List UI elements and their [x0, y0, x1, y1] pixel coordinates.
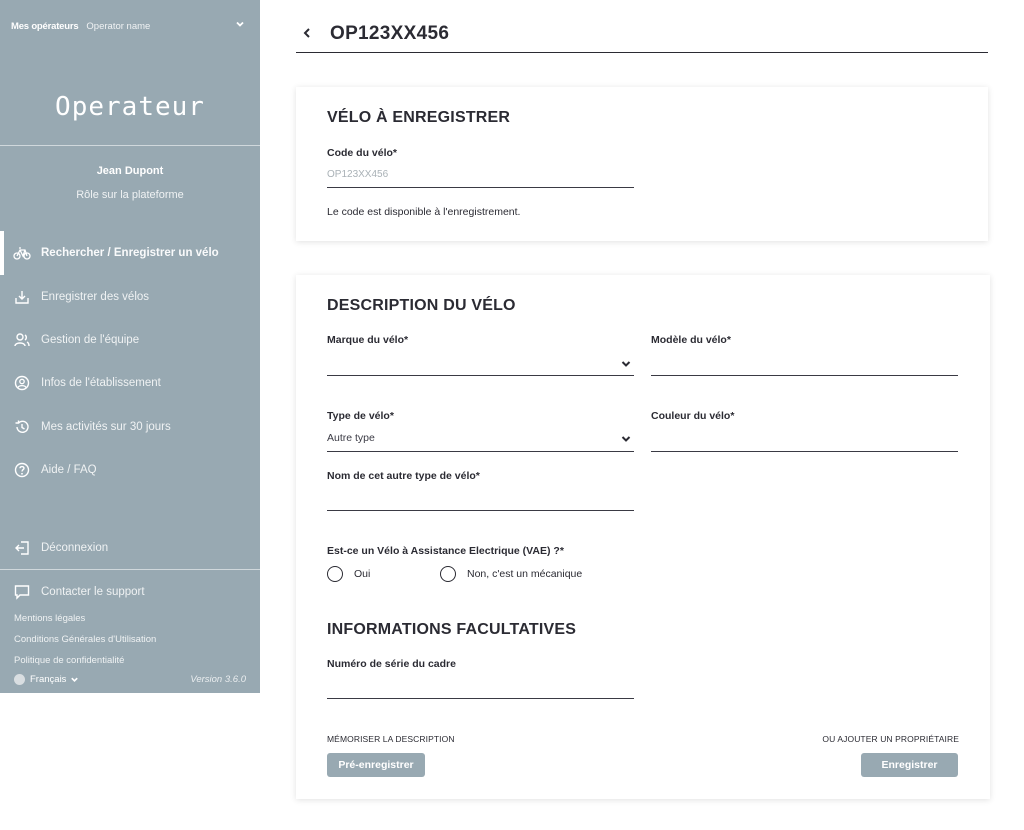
vae-question: Est-ce un Vélo à Assistance Electrique (VAE) ?*: [327, 545, 564, 557]
preregister-button[interactable]: Pré-enregistrer: [327, 753, 425, 777]
user-name: Jean Dupont: [96, 165, 164, 177]
help-icon: [13, 461, 31, 479]
vae-no-radio[interactable]: [440, 566, 456, 582]
support-label: Contacter le support: [41, 586, 145, 598]
nav-label: Infos de l'établissement: [41, 377, 161, 389]
serial-underline: [327, 698, 634, 699]
chevron-down-icon: [620, 432, 632, 444]
type-label: Type de vélo*: [327, 410, 394, 422]
language-label: Français: [30, 674, 67, 685]
bike-description-card: [296, 275, 990, 799]
page-title: OP123XX456: [330, 23, 450, 44]
nav-label: Rechercher / Enregistrer un vélo: [41, 247, 219, 259]
nav-label: Mes activités sur 30 jours: [41, 421, 171, 433]
memorize-label: MÉMORISER LA DESCRIPTION: [327, 734, 455, 744]
download-icon: [13, 288, 31, 306]
chevron-down-icon: [620, 357, 632, 369]
operator-selector[interactable]: [11, 18, 251, 34]
language-selector[interactable]: [14, 674, 79, 685]
history-icon: [13, 418, 31, 436]
nav-item-help[interactable]: [0, 456, 260, 484]
code-input-underline: [327, 187, 634, 188]
register-button[interactable]: Enregistrer: [861, 753, 958, 777]
logout-label: Déconnexion: [41, 542, 109, 554]
nav-label: Gestion de l'équipe: [41, 334, 140, 346]
chat-icon: [13, 583, 31, 601]
logout-icon: [13, 539, 31, 557]
bike-to-register-card: [296, 87, 988, 241]
user-circle-icon: [13, 374, 31, 392]
page-header: [296, 22, 988, 53]
brand-select[interactable]: [327, 351, 634, 376]
bike-icon: [13, 244, 31, 262]
operator-name: Operator name: [86, 20, 151, 32]
card-title: DESCRIPTION DU VÉLO: [327, 297, 516, 314]
nav-item-team[interactable]: [0, 326, 260, 354]
other-type-label: Nom de cet autre type de vélo*: [327, 470, 480, 482]
logout-button[interactable]: [0, 534, 260, 562]
chevron-down-icon: [70, 675, 79, 684]
color-input[interactable]: [651, 428, 958, 451]
other-type-underline: [327, 510, 634, 511]
nav-label: Enregistrer des vélos: [41, 291, 150, 303]
color-label: Couleur du vélo*: [651, 410, 735, 422]
color-underline: [651, 451, 958, 452]
type-underline: [327, 451, 634, 452]
user-role: Rôle sur la plateforme: [76, 189, 184, 201]
divider: [0, 569, 260, 570]
optional-section-title: INFORMATIONS FACULTATIVES: [327, 621, 577, 638]
type-value: Autre type: [327, 432, 375, 444]
version-label: Version 3.6.0: [190, 674, 246, 685]
cgu-link[interactable]: Conditions Générales d'Utilisation: [14, 634, 157, 645]
chevron-left-icon[interactable]: [302, 26, 312, 42]
nav-item-establishment[interactable]: [0, 369, 260, 397]
nav-label: Aide / FAQ: [41, 464, 97, 476]
vae-yes-label: Oui: [354, 568, 371, 580]
code-label: Code du vélo*: [327, 147, 398, 159]
brand-label: Marque du vélo*: [327, 334, 409, 346]
flag-icon: [14, 674, 25, 685]
serial-label: Numéro de série du cadre: [327, 658, 456, 670]
chevron-down-icon[interactable]: [235, 19, 245, 32]
nav-item-search-register[interactable]: [0, 239, 260, 267]
support-link[interactable]: [0, 578, 260, 606]
sidebar: [0, 0, 260, 693]
vae-yes-radio[interactable]: [327, 566, 343, 582]
team-icon: [13, 331, 31, 349]
model-input[interactable]: [651, 351, 958, 375]
other-type-input[interactable]: [327, 487, 634, 510]
availability-note: Le code est disponible à l'enregistrement.: [327, 206, 521, 218]
vae-no-label: Non, c'est un mécanique: [467, 568, 583, 580]
serial-input[interactable]: [327, 675, 634, 698]
model-label: Modèle du vélo*: [651, 334, 731, 346]
divider: [0, 145, 260, 146]
code-input[interactable]: OP123XX456: [327, 169, 389, 180]
privacy-link[interactable]: Politique de confidentialité: [14, 655, 125, 666]
model-underline: [651, 375, 958, 376]
brand-logo: Operateur: [55, 92, 205, 122]
type-select[interactable]: [327, 428, 634, 451]
brand-underline: [327, 375, 634, 376]
add-owner-label: OU AJOUTER UN PROPRIÉTAIRE: [822, 734, 959, 744]
nav-item-activities[interactable]: [0, 413, 260, 441]
card-title: VÉLO À ENREGISTRER: [327, 109, 511, 126]
legal-link[interactable]: Mentions légales: [14, 613, 86, 624]
operators-label: Mes opérateurs: [11, 20, 79, 32]
nav-item-register-bikes[interactable]: [0, 283, 260, 311]
